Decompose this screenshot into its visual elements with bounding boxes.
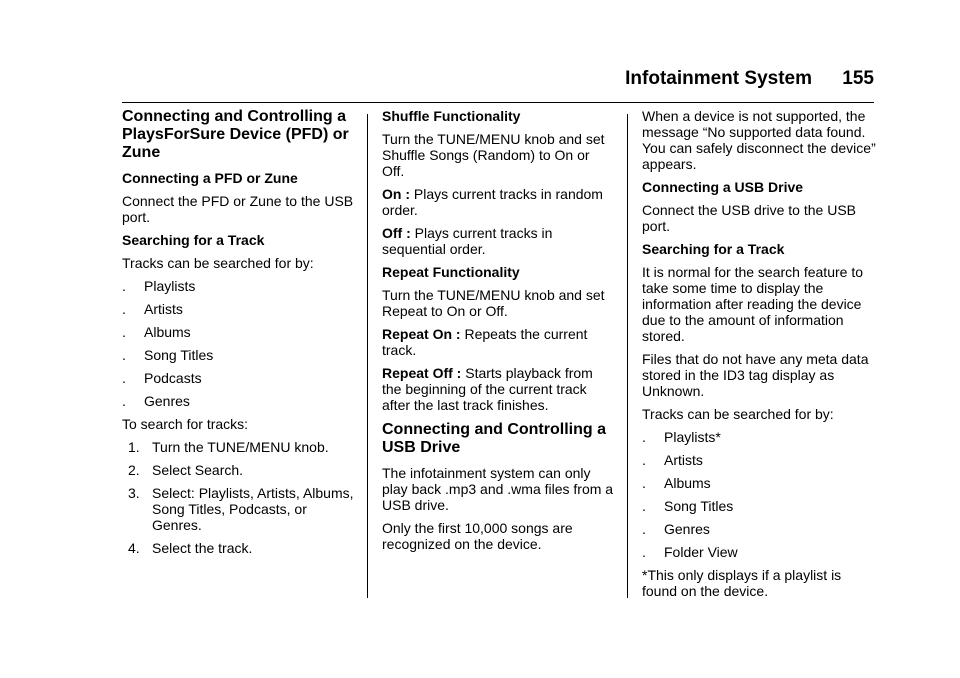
bullet-glyph: . — [122, 278, 126, 294]
list-item: . Albums — [122, 324, 191, 340]
header-rule — [122, 102, 874, 103]
bullet-glyph: . — [642, 452, 646, 468]
list-item: . Genres — [122, 393, 190, 409]
page-header — [122, 68, 874, 104]
step-number: 4. — [128, 540, 140, 556]
term: Off : — [382, 225, 411, 241]
step-number: 3. — [128, 485, 140, 501]
bullet-glyph: . — [642, 498, 646, 514]
page-title: Infotainment System — [625, 68, 812, 89]
section-heading-pfd: Connecting and Controlling a PlaysForSure Device (PFD) or Zune — [122, 108, 349, 161]
column-2 — [382, 108, 614, 559]
bullet-list — [122, 278, 354, 409]
term: Repeat On : — [382, 326, 461, 342]
paragraph: The infotainment system can only play back .mp3 and .wma files from a USB drive. — [382, 465, 614, 513]
bullet-glyph: . — [122, 324, 126, 340]
paragraph: Tracks can be searched for by: — [122, 255, 314, 271]
step-item: 4. Select the track. — [128, 540, 253, 556]
footnote: *This only displays if a playlist is found on the device. — [642, 567, 842, 599]
term: Repeat Off : — [382, 365, 462, 381]
subheading-connecting-usb: Connecting a USB Drive — [642, 179, 804, 195]
column-divider-1 — [367, 114, 368, 598]
bullet-glyph: . — [642, 544, 646, 560]
list-item: . Folder View — [642, 544, 738, 560]
bullet-glyph: . — [122, 370, 126, 386]
column-divider-2 — [627, 114, 628, 598]
paragraph: Turn the TUNE/MENU knob and set Repeat to On or Off. — [382, 287, 605, 319]
bullet-glyph: . — [122, 301, 126, 317]
paragraph: Only the first 10,000 songs are recognized on the device. — [382, 520, 573, 552]
bullet-list — [642, 429, 878, 560]
column-1 — [122, 108, 354, 563]
list-item: . Artists — [122, 301, 183, 317]
paragraph: To search for tracks: — [122, 416, 249, 432]
paragraph: Connect the USB drive to the USB port. — [642, 202, 856, 234]
list-item: . Artists — [642, 452, 703, 468]
list-item: . Playlists* — [642, 429, 721, 445]
step-list — [122, 439, 354, 556]
term: On : — [382, 186, 410, 202]
paragraph: Tracks can be searched for by: — [642, 406, 834, 422]
section-heading-usb: Connecting and Controlling a USB Drive — [382, 421, 606, 456]
subheading-repeat: Repeat Functionality — [382, 264, 520, 280]
subheading-connecting-pfd: Connecting a PFD or Zune — [122, 170, 298, 186]
definition-off: Off : Plays current tracks in sequential order. — [382, 225, 553, 257]
list-item: . Genres — [642, 521, 710, 537]
subheading-searching: Searching for a Track — [122, 232, 265, 248]
definition-repeat-off: Repeat Off : Starts playback from the beginning of the current track after the last track finishes. — [382, 365, 593, 413]
step-item: 1. Turn the TUNE/MENU knob. — [128, 439, 329, 455]
step-number: 2. — [128, 462, 140, 478]
list-item: . Albums — [642, 475, 711, 491]
bullet-glyph: . — [122, 347, 126, 363]
list-item: . Song Titles — [642, 498, 734, 514]
paragraph: Turn the TUNE/MENU knob and set Shuffle Songs (Random) to On or Off. — [382, 131, 605, 179]
paragraph: It is normal for the search feature to take some time to display the information after reading the device due to the amount of information stored. — [642, 264, 863, 344]
column-3 — [642, 108, 878, 606]
definition-repeat-on: Repeat On : Repeats the current track. — [382, 326, 588, 358]
step-number: 1. — [128, 439, 140, 455]
bullet-glyph: . — [642, 475, 646, 491]
step-item: 2. Select Search. — [128, 462, 244, 478]
bullet-glyph: . — [642, 429, 646, 445]
subheading-shuffle: Shuffle Functionality — [382, 108, 521, 124]
page-number: 155 — [842, 68, 874, 89]
list-item: . Podcasts — [122, 370, 202, 386]
bullet-glyph: . — [122, 393, 126, 409]
paragraph: Files that do not have any meta data stored in the ID3 tag display as Unknown. — [642, 351, 869, 399]
list-item: . Playlists — [122, 278, 196, 294]
paragraph: Connect the PFD or Zune to the USB port. — [122, 193, 354, 225]
bullet-glyph: . — [642, 521, 646, 537]
subheading-searching: Searching for a Track — [642, 241, 785, 257]
list-item: . Song Titles — [122, 347, 214, 363]
step-item: 3. Select: Playlists, Artists, Albums, Song Titles, Podcasts, or Genres. — [128, 485, 354, 533]
definition-on: On : Plays current tracks in random order. — [382, 186, 603, 218]
paragraph: When a device is not supported, the message “No supported data found. You can safely disconnect the device” appears. — [642, 108, 876, 172]
